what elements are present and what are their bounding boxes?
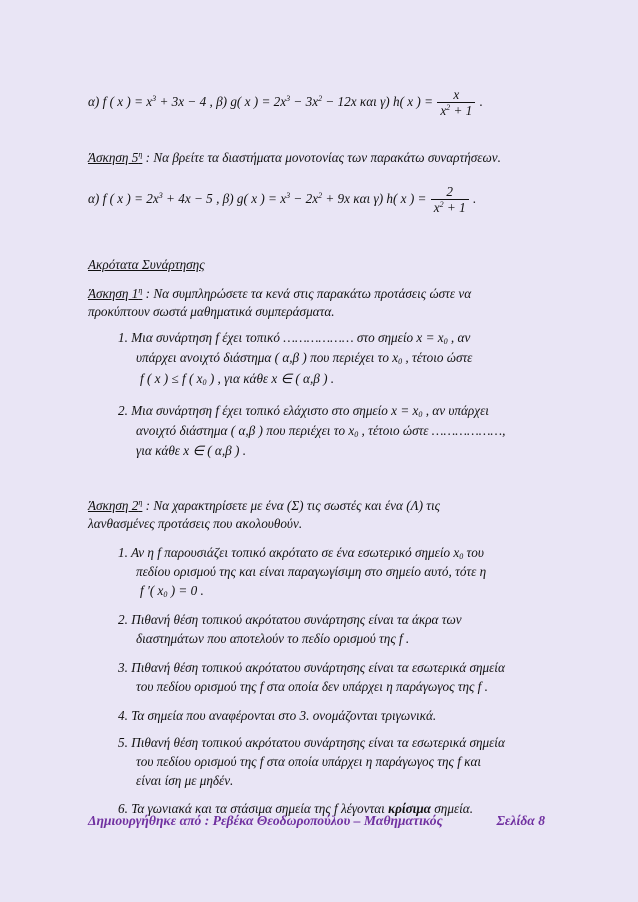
ex1-item-1-line-1: 1. Μια συνάρτηση f έχει τοπικό ……………… στο σημείο $x = x_0$ , αν: [118, 330, 471, 346]
fraction: $\frac{x}{x^2 + 1}$: [437, 88, 475, 118]
exercise-label: Άσκηση $1^\eta$: [88, 286, 143, 301]
ex1-item-2-line-2: ανοιχτό διάστημα ( α,β ) που περιέχει το $x_0$ , τέτοιο ώστε ………………,: [136, 423, 506, 439]
exercise-label: Άσκηση $2^\eta$: [88, 498, 143, 513]
ex2-item-2-line-1: 2. Πιθανή θέση τοπικού ακρότατου συνάρτησης είναι τα άκρα των: [118, 612, 462, 627]
exercise-5-heading: Άσκηση $5^\eta$ : Να βρείτε τα διαστήματα μονοτονίας των παρακάτω συναρτήσεων.: [88, 150, 501, 165]
ex2-item-2-line-2: διαστημάτων που αποτελούν το πεδίο ορισμού της f .: [136, 631, 410, 646]
ex1-item-2-line-3: για κάθε x ∈ ( α,β ) .: [136, 443, 246, 458]
ex2-item-5-line-2: του πεδίου ορισμού της f στα οποία υπάρχει η παράγωγος της f και: [136, 754, 482, 769]
ex1-item-1-line-2: υπάρχει ανοιχτό διάστημα ( α,β ) που περιέχει το $x_0$ , τέτοιο ώστε: [136, 350, 473, 366]
ex2-item-5-line-3: είναι ίση με μηδέν.: [136, 773, 234, 788]
ex2-item-5-line-1: 5. Πιθανή θέση τοπικού ακρότατου συνάρτησης είναι τα εσωτερικά σημεία: [118, 735, 505, 750]
exercise-1-text: προκύπτουν σωστά μαθηματικά συμπεράσματα.: [88, 304, 335, 319]
ex1-item-2-line-1: 2. Μια συνάρτηση f έχει τοπικό ελάχιστο στο σημείο $x = x_0$ , αν υπάρχει: [118, 403, 489, 419]
exercise-2-heading: Άσκηση $2^\eta$ : Να χαρακτηρίσετε με ένα (Σ) τις σωστές και ένα (Λ) τις: [88, 498, 441, 513]
exercise-4-functions: α) f ( x ) = $x^3 + 3x - 4$ , β) g( x ) = $2x^3 - 3x^2 - 12x$ και γ) h( x ) = $\frac{x}{x^2 + 1}$ .: [88, 87, 483, 118]
section-title: Ακρότατα Συνάρτησης: [88, 257, 205, 272]
footer-page-number: Σελίδα 8: [496, 813, 545, 828]
footer-author: Δημιουργήθηκε από : Ρεβέκα Θεοδωροπούλου – Μαθηματικός: [88, 813, 443, 828]
ex2-item-1-line-1: 1. Αν η f παρουσιάζει τοπικό ακρότατο σε ένα εσωτερικό σημείο $x_0$ του: [118, 545, 484, 561]
ex2-item-3-line-1: 3. Πιθανή θέση τοπικού ακρότατου συνάρτησης είναι τα εσωτερικά σημεία: [118, 660, 505, 675]
page-footer: [88, 813, 545, 829]
exercise-label: Άσκηση $5^\eta$: [88, 150, 143, 165]
ex2-item-1-line-3: f ′( $x_0$ ) = 0 .: [140, 583, 204, 599]
ex2-item-4-line-1: 4. Τα σημεία που αναφέρονται στο 3. ονομάζονται τριγωνικά.: [118, 708, 437, 723]
fraction: $\frac{2}{x^2 + 1}$: [431, 185, 469, 215]
ex2-item-1-line-2: πεδίου ορισμού της και είναι παραγωγίσιμη στο σημείο αυτό, τότε η: [136, 564, 487, 579]
ex1-item-1-line-3: f ( x ) ≤ f ( $x_0$ ) , για κάθε x ∈ ( α,β ) .: [140, 371, 335, 387]
bold-word: κρίσιμα: [388, 801, 431, 816]
ex2-item-3-line-2: του πεδίου ορισμού της f στα οποία δεν υπάρχει η παράγωγος της f .: [136, 679, 488, 694]
exercise-1-heading: Άσκηση $1^\eta$ : Να συμπληρώσετε τα κενά στις παρακάτω προτάσεις ώστε να: [88, 286, 472, 301]
ex2-item-6-line-1: 6. Τα γωνιακά και τα στάσιμα σημεία της f λέγονται κρίσιμα σημεία.: [118, 801, 474, 816]
exercise-5-functions: α) f ( x ) = $2x^3 + 4x - 5$ , β) g( x ) = $x^3 - 2x^2 + 9x$ και γ) h( x ) = $\frac{2}{x^2 + 1}$ .: [88, 184, 477, 215]
exercise-2-text: λανθασμένες προτάσεις που ακολουθούν.: [88, 516, 303, 531]
